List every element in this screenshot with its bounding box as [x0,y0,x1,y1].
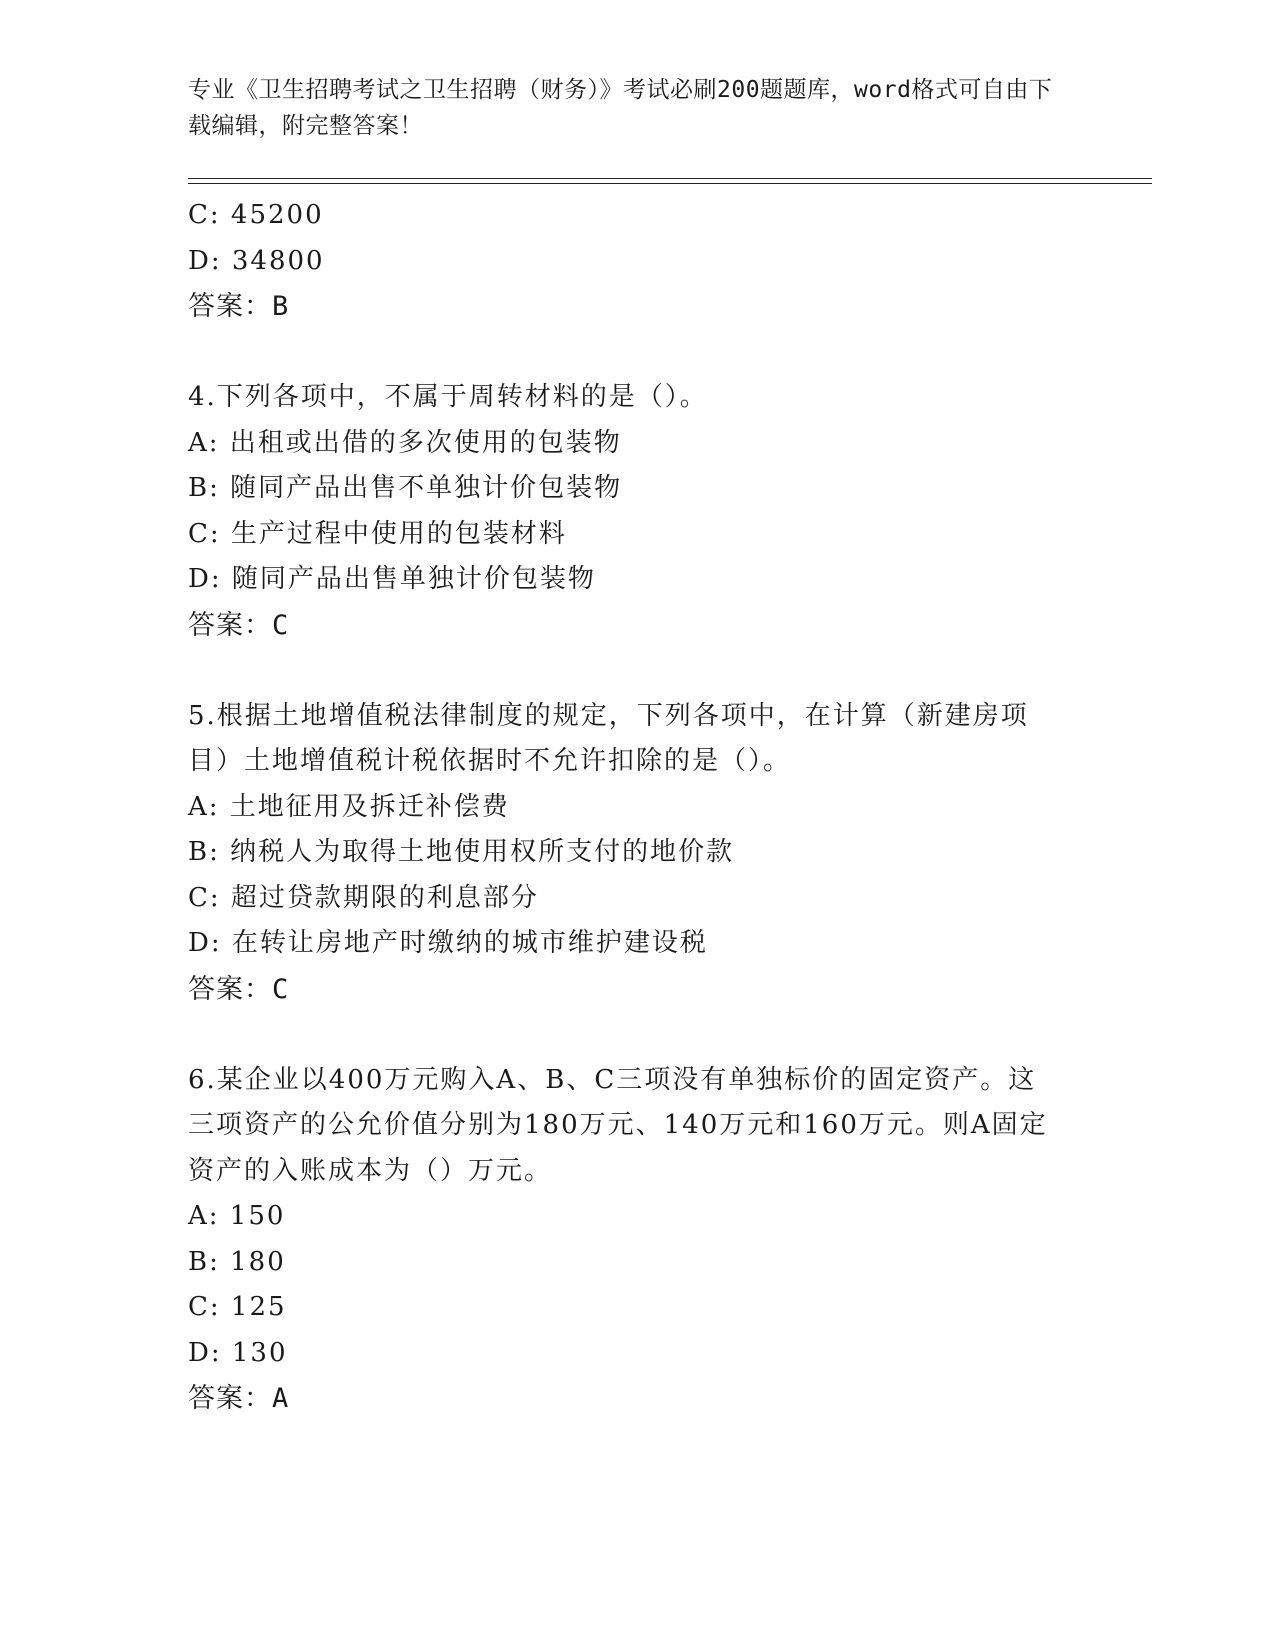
option-d: D: 随同产品出售单独计价包装物 [188,564,596,594]
option-c: C: 125 [188,1292,287,1322]
option-c: C: 超过贷款期限的利息部分 [188,882,539,913]
question-stem-continued: 资产的入账成本为（）万元。 [188,1155,553,1186]
answer-line: 答案：B [188,291,290,322]
option-a: A: 出租或出借的多次使用的包装物 [188,427,622,458]
option-c: C: 生产过程中使用的包装材料 [188,518,567,549]
question-stem: 6.某企业以400万元购入A、B、C三项没有单独标价的固定资产。这 [188,1064,1037,1095]
question-stem-continued: 目）土地增值税计税依据时不允许扣除的是（）。 [188,746,792,776]
question-5 [188,694,1088,1013]
question-stem-continued: 三项资产的公允价值分别为180万元、140万元和160万元。则A固定 [188,1110,1048,1140]
option-b: B: 随同产品出售不单独计价包装物 [188,473,623,503]
question-stem: 5.根据土地增值税法律制度的规定，下列各项中，在计算（新建房项 [188,700,1029,731]
answer-line: 答案：C [188,973,290,1005]
option-a: A: 土地征用及拆迁补偿费 [188,791,510,822]
option-c: C: 45200 [188,200,324,230]
option-a: A: 150 [188,1201,286,1231]
question-stem: 4.下列各项中，不属于周转材料的是（）。 [188,382,708,412]
header-divider-bottom [188,183,1152,184]
option-d: D: 130 [188,1337,288,1368]
option-b: B: 180 [188,1246,286,1277]
option-d: D: 34800 [188,245,325,276]
header-divider-top [188,178,1152,179]
option-b: B: 纳税人为取得土地使用权所支付的地价款 [188,837,735,867]
previous-question-tail [188,193,1088,330]
document-header [188,72,1068,144]
answer-line: 答案：C [188,609,290,641]
option-d: D: 在转让房地产时缴纳的城市维护建设税 [188,928,708,958]
question-4 [188,375,1088,648]
answer-line: 答案：A [188,1383,290,1414]
question-list [188,193,1088,1422]
header-title: 专业《卫生招聘考试之卫生招聘（财务）》考试必刷200题题库，word格式可自由下载编辑，附完整答案！ [188,77,1053,139]
question-6 [188,1058,1088,1422]
